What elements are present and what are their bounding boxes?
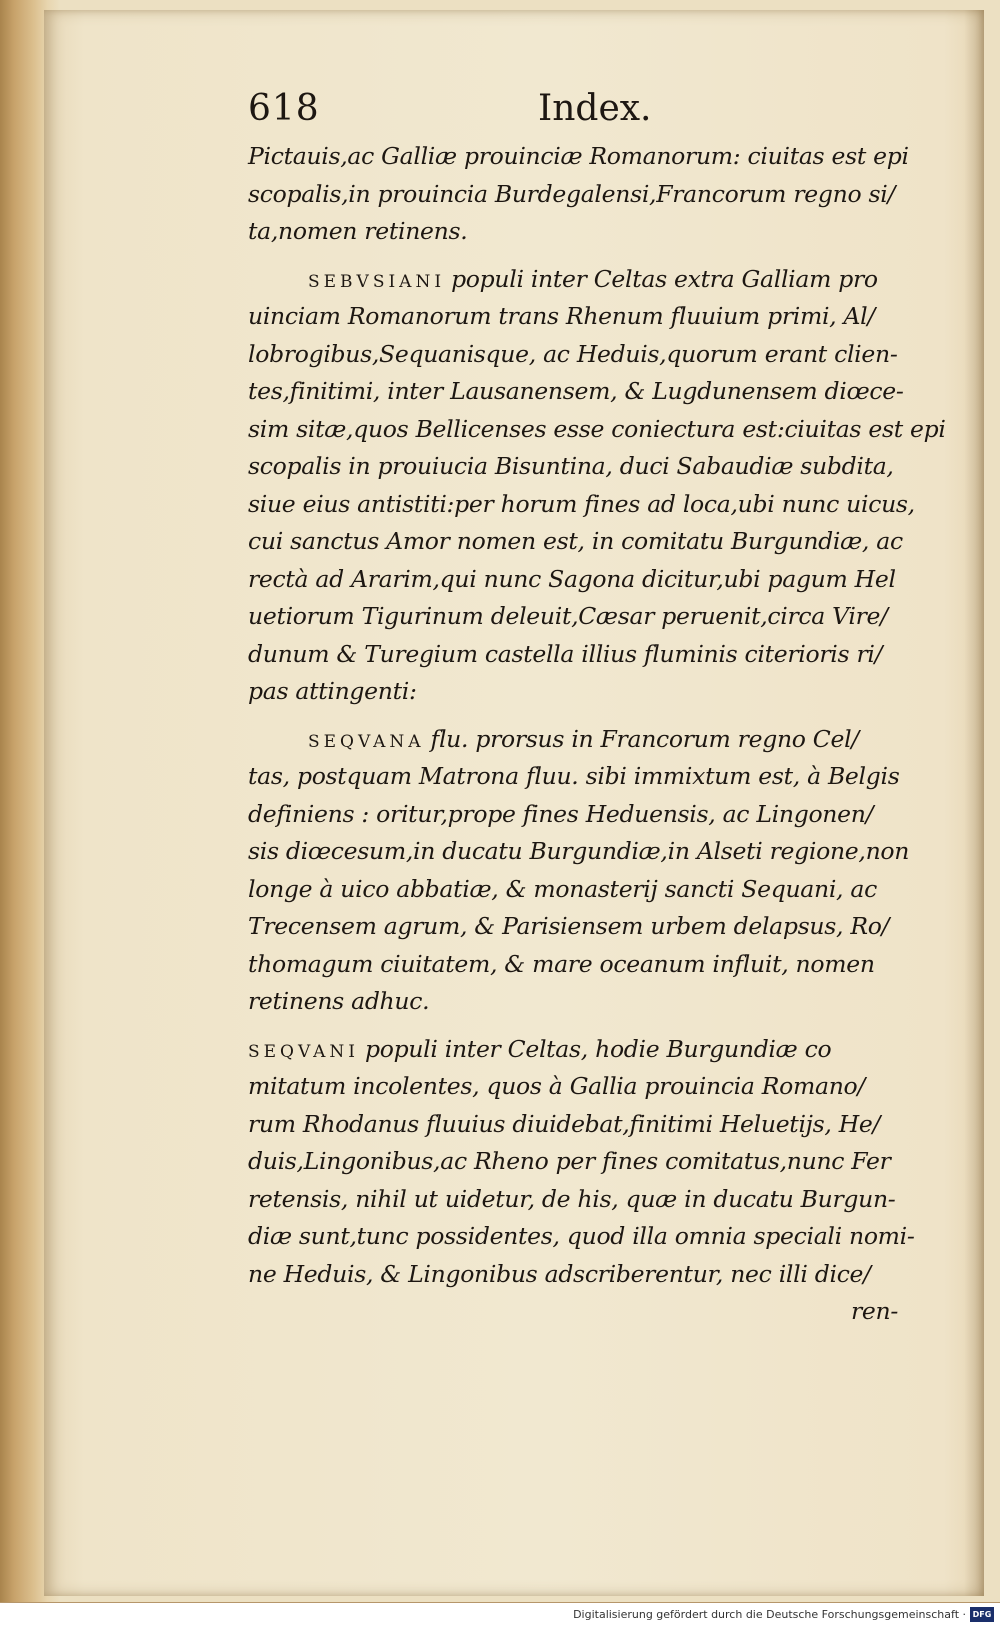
text-line: retensis, nihil ut uidetur, de his, quæ in ducatu Burgun- <box>248 1184 896 1213</box>
text-line: rectà ad Ararim,qui nunc Sagona dicitur,ubi pagum Hel <box>248 564 896 593</box>
text-line: sis diœcesum,in ducatu Burgundiæ,in Alseti regione,non <box>248 837 910 865</box>
text-line: Trecensem agrum, & Parisiensem urbem delapsus, Ro/ <box>248 912 890 940</box>
text-line-rest: populi inter Celtas, hodie Burgundiæ co <box>364 1034 832 1063</box>
text-line: sim sitæ,quos Bellicenses esse coniectura est:ciuitas est epi <box>248 414 946 443</box>
page-gutter-shadow <box>964 10 984 1596</box>
text-line: cui sanctus Amor nomen est, in comitatu Burgundiæ, ac <box>248 527 903 555</box>
text-line: definiens : oritur,prope fines Heduensis, ac Lingonen/ <box>248 799 874 828</box>
entry-headword: SEQVANI <box>248 1041 359 1062</box>
text-line: longe à uico abbatiæ, & monasterij sancti Sequani, ac <box>248 874 877 903</box>
entry-headword: SEQVANA <box>308 731 425 752</box>
catchword: ren- <box>850 1297 898 1325</box>
text-line-rest: populi inter Celtas extra Galliam pro <box>451 264 878 293</box>
paragraph <box>248 1031 938 1294</box>
text-line-rest: flu. prorsus in Francorum regno Cel/ <box>430 724 859 753</box>
text-line <box>248 721 938 759</box>
text-line: uetiorum Tigurinum deleuit,Cæsar peruenit,circa Vire/ <box>248 602 888 630</box>
text-line: pas attingenti: <box>248 677 417 705</box>
text-line: siue eius antistiti:per horum fines ad loca,ubi nunc uicus, <box>248 489 915 518</box>
text-line: ta,nomen retinens. <box>248 217 468 245</box>
text-line <box>248 1031 938 1069</box>
text-line: tas, postquam Matrona fluu. sibi immixtum est, à Belgis <box>248 762 900 790</box>
text-line: mitatum incolentes, quos à Gallia prouincia Romano/ <box>248 1072 866 1100</box>
text-line: scopalis,in prouincia Burdegalensi,Francorum regno si/ <box>248 179 896 208</box>
funding-credit: Digitalisierung gefördert durch die Deutsche Forschungsgemeinschaft · <box>573 1608 966 1621</box>
paragraph <box>248 721 938 1021</box>
page-number: 618 <box>248 88 320 129</box>
text-line: lobrogibus,Sequanisque, ac Heduis,quorum erant clien- <box>248 339 898 368</box>
text-line: Pictauis,ac Galliæ prouinciæ Romanorum: ciuitas est epi <box>248 142 909 170</box>
entry-headword: SEBVSIANI <box>308 271 446 292</box>
dfg-logo-icon: DFG <box>970 1607 994 1622</box>
text-block <box>248 138 946 1331</box>
text-line: uinciam Romanorum trans Rhenum fluuium primi, Al/ <box>248 302 876 330</box>
text-line: duis,Lingonibus,ac Rheno per fines comitatus,nunc Fer <box>248 1147 891 1175</box>
footer-bar <box>0 1603 1000 1629</box>
text-line: rum Rhodanus fluuius diuidebat,finitimi Heluetijs, He/ <box>248 1109 881 1138</box>
text-line: ne Heduis, & Lingonibus adscriberentur, nec illi dice/ <box>248 1259 871 1288</box>
paragraph <box>248 138 938 251</box>
text-line: scopalis in prouiucia Bisuntina, duci Sabaudiæ subdita, <box>248 452 894 480</box>
text-line: retinens adhuc. <box>248 987 430 1015</box>
running-head <box>248 88 768 138</box>
text-line: dunum & Turegium castella illius fluminis citerioris ri/ <box>248 639 883 668</box>
text-line: thomagum ciuitatem, & mare oceanum influit, nomen <box>248 949 875 978</box>
text-line: diæ sunt,tunc possidentes, quod illa omnia speciali nomi- <box>248 1222 915 1250</box>
page-title: Index. <box>538 88 652 129</box>
text-line <box>248 261 938 299</box>
paragraph <box>248 261 946 711</box>
text-line: tes,finitimi, inter Lausanensem, & Lugdunensem diœce- <box>248 377 904 405</box>
